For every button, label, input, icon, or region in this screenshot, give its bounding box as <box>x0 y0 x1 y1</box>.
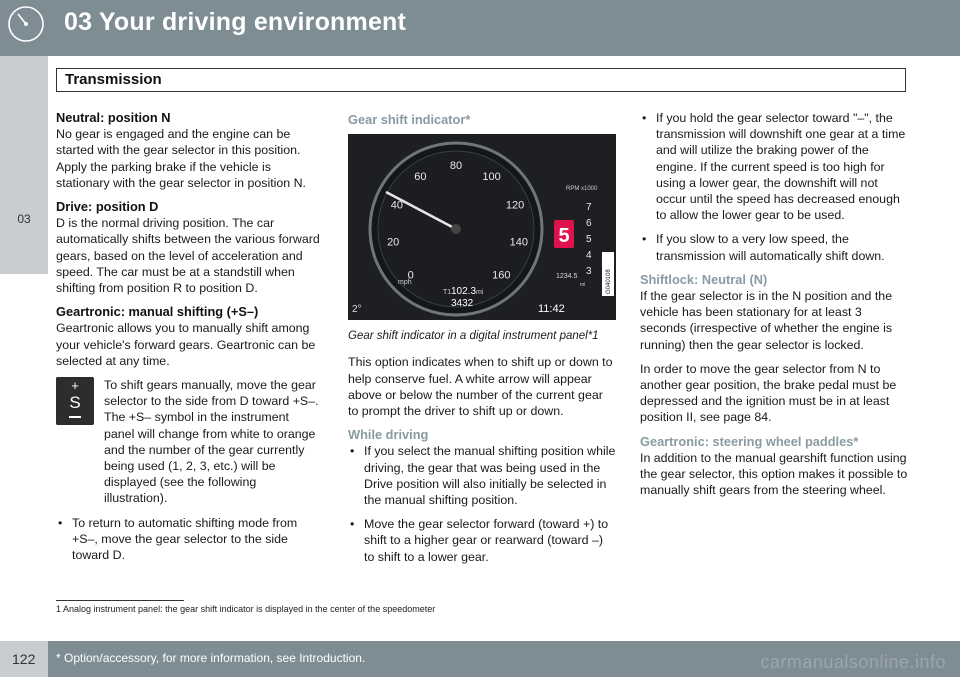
trip-label: T1 <box>443 289 452 297</box>
clock: 11:42 <box>538 303 565 316</box>
instrument-panel-illustration <box>348 134 616 320</box>
list-item: • If you select the manual shifting position while driving, the gear that was being used in the Drive position will also initially be selected in the manual shifting position. <box>348 443 616 508</box>
shiftlock-text-2: In order to move the gear selector from N to another gear position, the brake pedal must be depressed and the ignition must be in at least position II, see page 84. <box>640 361 897 425</box>
drive-text: D is the normal driving position. The car automatically shifts between the various forward gears, based on the level of acceleration and speed. The car must be at a standstill when shifting from position R to position D. <box>56 216 320 296</box>
range-unit: mi <box>580 282 586 289</box>
unit-label: mph <box>398 279 412 287</box>
neutral-heading: Neutral: position N <box>56 110 171 125</box>
drive-heading: Drive: position D <box>56 199 159 215</box>
manual-text: Geartronic allows you to manually shift among your vehicle's forward gears. Geartronic can be selected at any time. <box>56 321 316 368</box>
speed-tick-label: 40 <box>390 199 404 212</box>
shiftlock-text-1: If the gear selector is in the N position and the vehicle has been stationary for at least 3 seconds (irrespective of whether the engine is running) then the gear selector is locked. <box>640 289 893 352</box>
footnote: 1 Analog instrument panel: the gear shift indicator is displayed in the center of the speedometer <box>56 604 436 614</box>
while-driving-list <box>348 443 616 564</box>
list-item: • If you hold the gear selector toward "–", the transmission will downshift one gear at a time and will utilize the braking power of the engine. If the current speed is too high for using a lower gear, the downshift will not occur until the speed has decreased enough to allow the lower gear to be used. <box>640 110 908 223</box>
speed-tick-label: 120 <box>505 199 525 212</box>
footer-note: * Option/accessory, for more information, see Introduction. <box>56 651 366 665</box>
trip-value: 102.3 <box>451 286 477 298</box>
temperature: 2° <box>352 304 362 316</box>
speed-tick-label: 80 <box>449 160 463 173</box>
speed-tick-label: 20 <box>387 236 400 249</box>
column-middle <box>348 110 616 573</box>
plus-s-minus-icon <box>56 377 94 425</box>
chapter-side-tab <box>0 56 48 274</box>
section-title: Transmission <box>65 71 162 88</box>
image-code: G040108 <box>606 269 612 295</box>
rpm-tick-label: 4 <box>586 250 592 262</box>
gear-number: 5 <box>558 225 570 248</box>
page-number: 122 <box>12 651 36 667</box>
range-value: 1234.5 <box>556 273 578 281</box>
column-left <box>56 110 322 571</box>
manual-shift-block <box>56 377 322 507</box>
image-caption: Gear shift indicator in a digital instrument panel*1 <box>348 330 599 343</box>
list-item: • To return to automatic shifting mode from +S–, move the gear selector to the side toward D. <box>56 515 322 564</box>
column-right <box>640 110 908 506</box>
paddles-text: In addition to the manual gearshift function using the gear selector, this option makes it possible to manually shift gears from the steering wheel. <box>640 450 908 498</box>
while-driving-heading: While driving <box>348 427 429 443</box>
chapter-title: 03 Your driving environment <box>64 8 407 36</box>
shiftlock-heading: Shiftlock: Neutral (N) <box>640 271 768 287</box>
speed-tick-label: 0 <box>407 269 414 282</box>
downshift-list <box>640 110 908 264</box>
indicator-heading: Gear shift indicator* <box>348 112 471 127</box>
rpm-label: RPM x1000 <box>566 186 598 193</box>
paddles-heading: Geartronic: steering wheel paddles* <box>640 433 859 449</box>
chapter-tab-number: 03 <box>17 212 31 226</box>
svg-text:+: + <box>71 378 79 394</box>
rpm-tick-label: 5 <box>586 234 592 246</box>
watermark: carmanualsonline.info <box>760 652 946 672</box>
speedometer-icon <box>6 4 46 44</box>
trip-unit: mi <box>476 289 484 297</box>
list-item: • Move the gear selector forward (toward +) to shift to a higher gear or rearward (toward –) to shift to a lower gear. <box>348 516 616 565</box>
list-item: • If you slow to a very low speed, the transmission will automatically shift down. <box>640 231 908 263</box>
manual-bullet-list <box>56 515 322 564</box>
indicator-text: This option indicates when to shift up or down to help conserve fuel. A white arrow will appear above or below the number of the current gear to prompt the driver to shift up or down. <box>348 355 613 419</box>
svg-text:S: S <box>69 393 81 413</box>
speed-tick-label: 140 <box>509 236 528 249</box>
speed-tick-label: 160 <box>492 269 511 282</box>
rpm-tick-label: 7 <box>586 202 592 214</box>
neutral-text: No gear is engaged and the engine can be started with the gear selector in this position. Apply the parking brake if the vehicle is stationary with the gear selector in position N. <box>56 127 307 190</box>
odometer-value: 3432 <box>451 298 474 310</box>
rpm-tick-label: 3 <box>586 266 592 278</box>
rpm-tick-label: 6 <box>586 218 592 230</box>
footnote-divider <box>56 600 184 601</box>
section-title-box <box>56 68 906 92</box>
manual-icon-text: To shift gears manually, move the gear selector to the side from D toward +S–. The +S– symbol in the instrument panel will change from white to orange and the number of the gear currently being used (1, 2, 3, etc.) will be displayed (see the following illustration). <box>104 378 319 506</box>
manual-heading: Geartronic: manual shifting (+S–) <box>56 304 259 320</box>
speed-tick-label: 60 <box>414 171 427 184</box>
speed-tick-label: 100 <box>482 171 501 184</box>
